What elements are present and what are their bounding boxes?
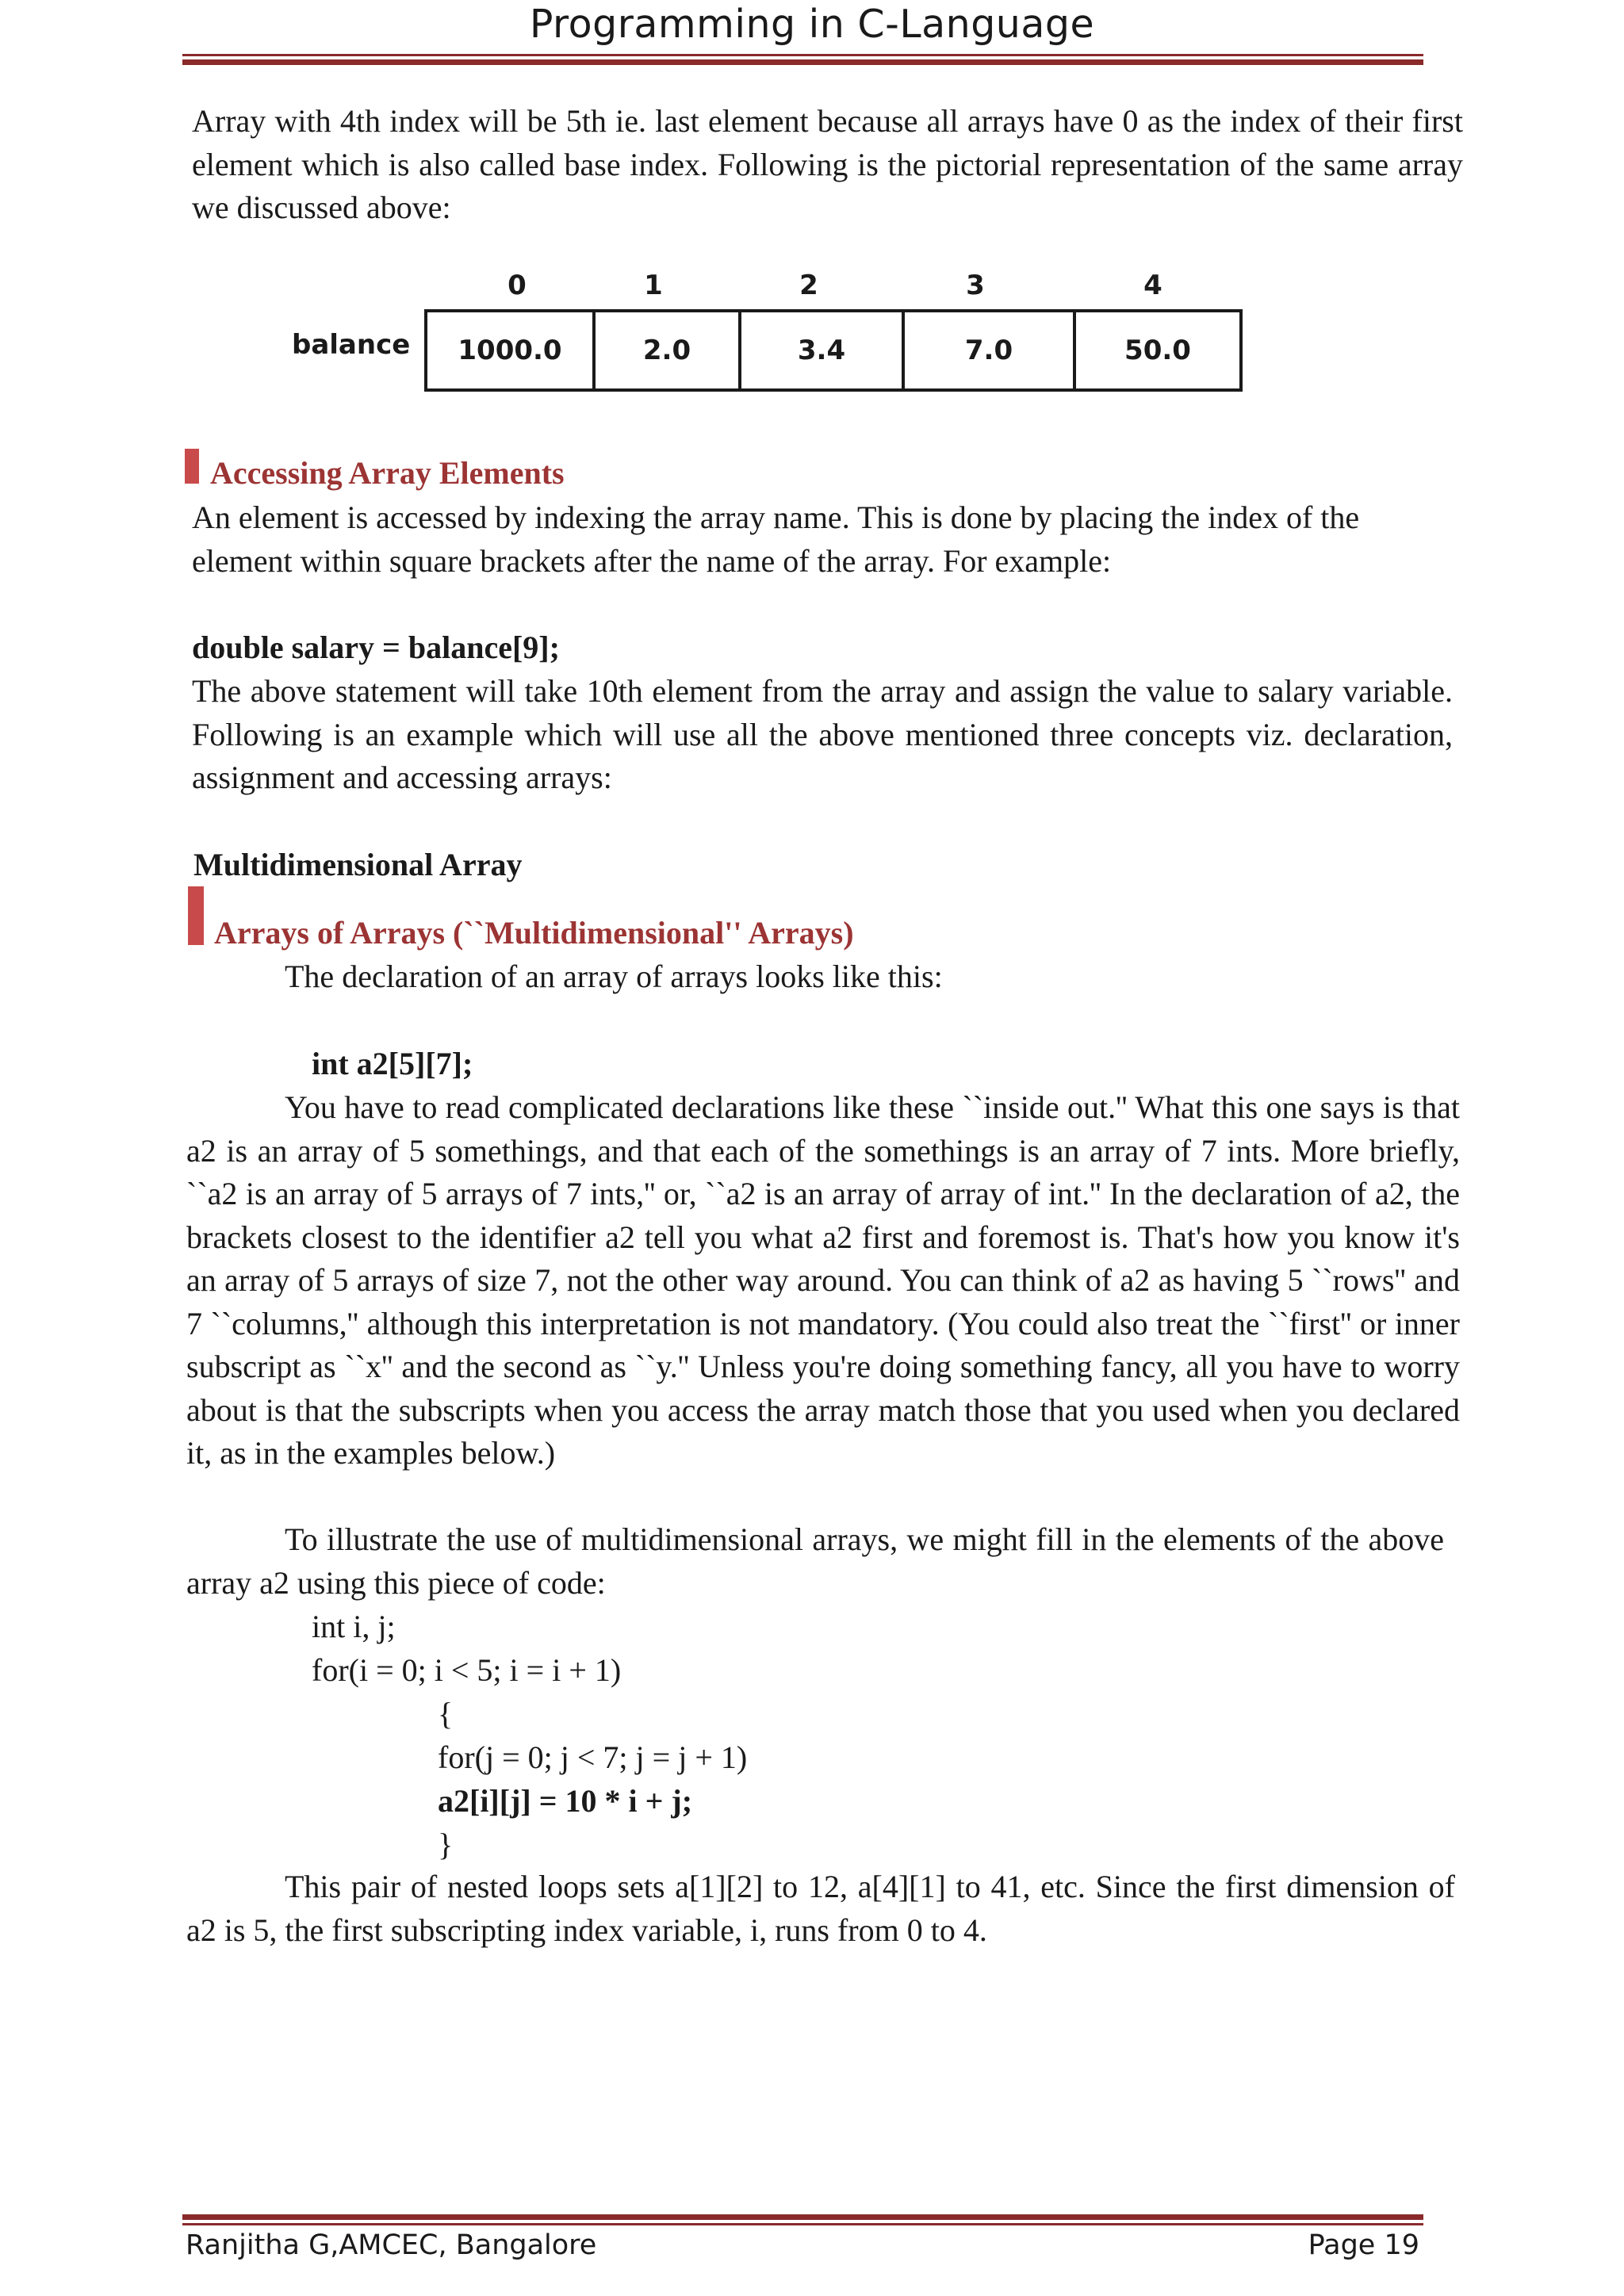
multidim-illustration-paragraph: To illustrate the use of multidimensional arrays, we might fill in the elements of the above array a2 using this piece of code: — [186, 1521, 1444, 1601]
diagram-index-4: 4 — [1143, 270, 1162, 301]
diagram-cell-4: 50.0 — [1073, 309, 1243, 392]
footer-rule-thick — [182, 2214, 1423, 2220]
diagram-index-3: 3 — [966, 270, 985, 301]
subheading-marker-bar — [188, 886, 204, 945]
diagram-cell-3: 7.0 — [902, 309, 1076, 392]
code-line: a2[i][j] = 10 * i + j; — [438, 1783, 693, 1819]
diagram-array-label: balance — [292, 329, 411, 361]
header-rule-thick — [182, 59, 1423, 65]
code-line: } — [438, 1827, 454, 1862]
footer-rule-thin — [182, 2223, 1423, 2225]
multidim-heading: Multidimensional Array — [193, 847, 523, 882]
footer-author: Ranjitha G,AMCEC, Bangalore — [186, 2229, 597, 2261]
code-line: { — [438, 1696, 454, 1732]
diagram-index-2: 2 — [799, 270, 818, 301]
diagram-index-0: 0 — [508, 270, 527, 301]
code-line: int i, j; — [312, 1609, 396, 1644]
multidim-explanation-paragraph: You have to read complicated declarations like these ``inside out.'' What this one says is that a2 is an array of 5 somethings, and that each of the somethings is an array of 7 ints. More briefly, ``a2 is an array of 5 arrays of 7 ints,'' or, ``a2 is an array of array of int.'' In the declaration of a2, the brackets closest to the identifier a2 tell you what a2 first and foremost is. That's how you know it's an array of 5 arrays of size 7, not the other way around. You can think of a2 as having 5 ``rows'' and 7 ``columns,'' although this interpretation is not mandatory. (You could also treat the ``first'' or inner subscript as ``x'' and the second as ``y.'' Unless you're doing something fancy, all you have to worry about is that the subscripts when you access the array match those that you used when you declared it, as in the examples below.) — [186, 1089, 1460, 1471]
accessing-heading: Accessing Array Elements — [210, 455, 565, 491]
code-line: for(i = 0; i < 5; i = i + 1) — [312, 1652, 622, 1688]
nested-loops-paragraph: This pair of nested loops sets a[1][2] to 12, a[4][1] to 41, etc. Since the first dimension of a2 is 5, the first subscripting index variable, i, runs from 0 to 4. — [186, 1869, 1455, 1948]
declaration-intro: The declaration of an array of arrays looks like this: — [285, 959, 943, 994]
code-line: for(j = 0; j < 7; j = j + 1) — [438, 1739, 748, 1775]
diagram-cell-0: 1000.0 — [424, 309, 596, 392]
diagram-cell-2: 3.4 — [738, 309, 905, 392]
diagram-cell-1: 2.0 — [592, 309, 741, 392]
footer-page-number: Page 19 — [1308, 2229, 1419, 2261]
accessing-code-example: double salary = balance[9]; — [192, 629, 560, 665]
diagram-index-1: 1 — [644, 270, 663, 301]
header-rule-thin — [182, 54, 1423, 56]
accessing-paragraph-2: The above statement will take 10th element from the array and assign the value to salary variable. Following is an example which will use all the above mentioned three concepts viz. declaration, assignment and accessing arrays: — [192, 673, 1453, 795]
heading-marker-bar — [185, 449, 199, 484]
declaration-code: int a2[5][7]; — [312, 1046, 473, 1081]
page-header-title: Programming in C-Language — [529, 2, 1095, 47]
multidim-subheading: Arrays of Arrays (``Multidimensional'' Arrays) — [214, 915, 854, 951]
accessing-paragraph: An element is accessed by indexing the array name. This is done by placing the index of the element within square brackets after the name of the array. For example: — [192, 499, 1360, 579]
intro-paragraph: Array with 4th index will be 5th ie. last element because all arrays have 0 as the index of their first element which is also called base index. Following is the pictorial representation of the same array we discussed above: — [192, 103, 1463, 225]
